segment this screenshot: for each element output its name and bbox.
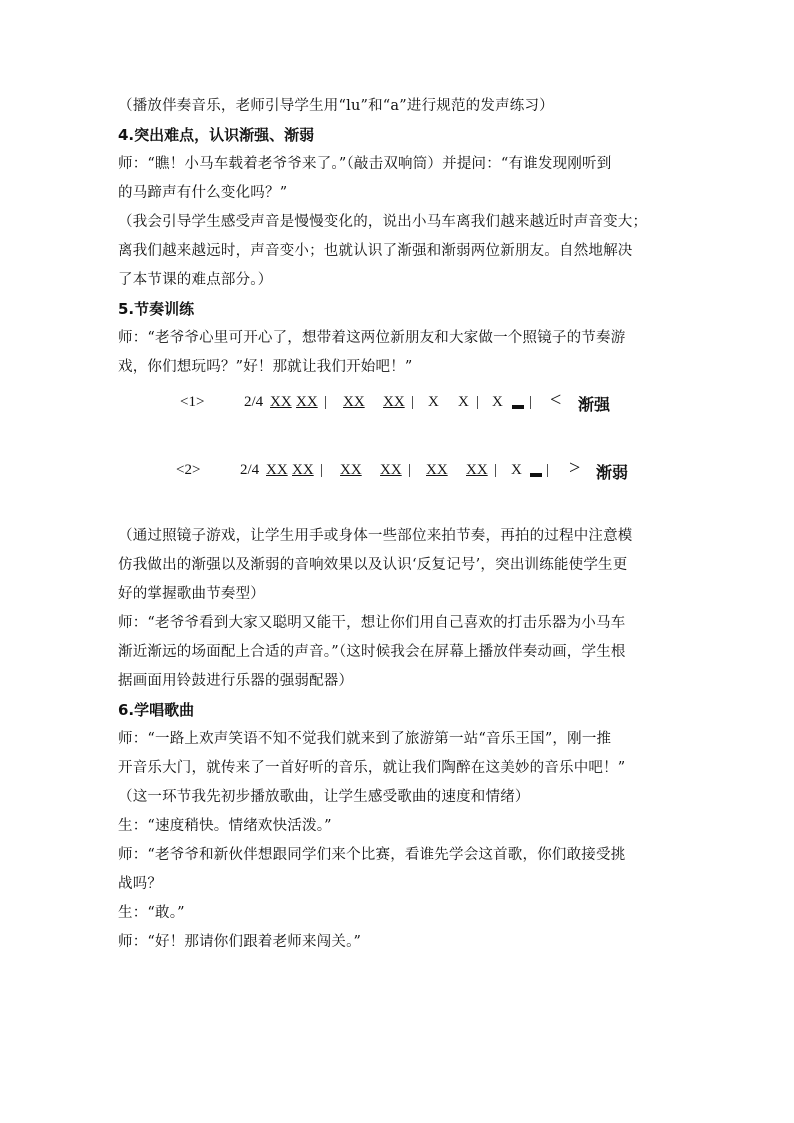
rhythm-beat: XX <box>296 394 318 410</box>
bar-line: | <box>411 394 415 410</box>
paragraph: 仿我做出的渐强以及渐弱的音响效果以及认识‘反复记号’，突出训练能使学生更 <box>118 557 628 573</box>
paragraph: 了本节课的难点部分。） <box>118 272 273 288</box>
rhythm-beat: XX <box>426 462 448 478</box>
section-heading: 5.节奏训练 <box>118 300 195 318</box>
bar-line: | <box>546 462 550 478</box>
rhythm-beat: XX <box>270 394 292 410</box>
bar-line: | <box>320 462 324 478</box>
paragraph: 戏，你们想玩吗？”好！那就让我们开始吧！” <box>118 359 413 375</box>
section-heading: 6.学唱歌曲 <box>118 701 195 719</box>
dynamic-term: 渐弱 <box>596 463 629 482</box>
paragraph: 师：“老爷爷看到大家又聪明又能干，想让你们用自己喜欢的打击乐器为小马车 <box>118 615 626 631</box>
paragraph: 师：“瞧！小马车载着老爷爷来了。”（敲击双响筒）并提问：“有谁发现刚听到 <box>118 156 612 172</box>
paragraph: 开音乐大门，就传来了一首好听的音乐，就让我们陶醉在这美妙的音乐中吧！” <box>118 760 626 776</box>
rhythm-line-2 <box>118 454 680 492</box>
bar-line: | <box>494 462 498 478</box>
half-note-dash <box>512 405 524 409</box>
paragraph: 生：“速度稍快。情绪欢快活泼。” <box>118 818 332 834</box>
rhythm-beat: X <box>458 394 469 410</box>
rhythm-label: <1> <box>180 394 205 410</box>
paragraph: 生：“敢。” <box>118 905 185 921</box>
time-signature: 2/4 <box>244 394 264 410</box>
rhythm-beat: XX <box>266 462 288 478</box>
paragraph: 据画面用铃鼓进行乐器的强弱配器） <box>118 673 354 689</box>
paragraph: 的马蹄声有什么变化吗？” <box>118 185 288 201</box>
bar-line: | <box>529 394 533 410</box>
bar-line: | <box>408 462 412 478</box>
rhythm-line-1 <box>118 386 680 424</box>
paragraph: 离我们越来越远时，声音变小；也就认识了渐强和渐弱两位新朋友。自然地解决 <box>118 243 633 259</box>
paragraph: 师：“一路上欢声笑语不知不觉我们就来到了旅游第一站“音乐王国”，刚一推 <box>118 731 612 747</box>
rhythm-label: <2> <box>176 462 201 478</box>
rhythm-beat: X <box>511 462 522 478</box>
rhythm-beat: XX <box>466 462 488 478</box>
paragraph: （我会引导学生感受声音是慢慢变化的，说出小马车离我们越来越近时声音变大； <box>118 214 648 230</box>
bar-line: | <box>324 394 328 410</box>
time-signature: 2/4 <box>240 462 260 478</box>
rhythm-beat: XX <box>380 462 402 478</box>
rhythm-beat: X <box>492 394 503 410</box>
paragraph: 战吗？ <box>118 876 163 892</box>
paragraph: 渐近渐远的场面配上合适的声音。”（这时候我会在屏幕上播放伴奏动画，学生根 <box>118 644 626 660</box>
decrescendo-sign: > <box>569 457 581 479</box>
paragraph: （这一环节我先初步播放歌曲，让学生感受歌曲的速度和情绪） <box>118 789 530 805</box>
rhythm-beat: X <box>428 394 439 410</box>
section-heading: 4.突出难点，认识渐强、渐弱 <box>118 126 315 144</box>
paragraph: 师：“老爷爷和新伙伴想跟同学们来个比赛，看谁先学会这首歌，你们敢接受挑 <box>118 847 626 863</box>
dynamic-term: 渐强 <box>578 395 611 414</box>
rhythm-beat: XX <box>343 394 365 410</box>
paragraph: （通过照镜子游戏，让学生用手或身体一些部位来拍节奏，再拍的过程中注意模 <box>118 528 633 544</box>
paragraph: （播放伴奏音乐，老师引导学生用“lu”和“a”进行规范的发声练习） <box>118 98 554 114</box>
paragraph: 好的掌握歌曲节奏型） <box>118 586 265 602</box>
half-note-dash <box>530 473 542 477</box>
rhythm-beat: XX <box>383 394 405 410</box>
document-page <box>118 92 680 957</box>
paragraph: 师：“老爷爷心里可开心了，想带着这两位新朋友和大家做一个照镜子的节奏游 <box>118 330 626 346</box>
bar-line: | <box>476 394 480 410</box>
paragraph: 师：“好！那请你们跟着老师来闯关。” <box>118 934 362 950</box>
crescendo-sign: < <box>550 389 562 411</box>
rhythm-beat: XX <box>292 462 314 478</box>
rhythm-beat: XX <box>340 462 362 478</box>
